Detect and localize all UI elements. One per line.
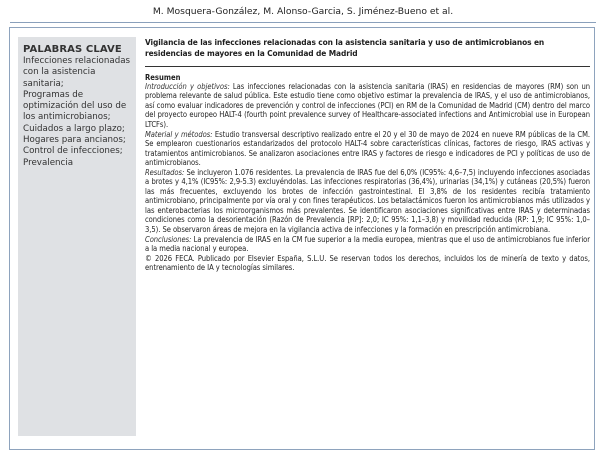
copyright-notice: © 2026 FECA. Publicado por Elsevier España, S.L.U. Se reservan todos los derechos, incluidos los de minería de texto y datos, entrenamiento de IA y tecnologías similares. (145, 253, 590, 273)
section-label: Conclusiones: (145, 234, 192, 244)
title-divider (145, 66, 590, 67)
keywords-list (23, 56, 131, 169)
section-text: La prevalencia de IRAS en la CM fue superior a la media europea, mientras que el uso de antimicrobianos fue inferior a la media nacional y europea. (145, 234, 590, 254)
section-label: Introducción y objetivos: (145, 81, 230, 91)
section-text: Se incluyeron 1.076 residentes. La prevalencia de IRAS fue del 6,0% (IC95%: 4,6–7,5) incluyendo infecciones asociadas a brotes y 4,1% (IC95%: 2,9-5.3) excluyéndolas. Las infecciones respiratorias (36,4%), urinarias (34,1%) y cutáneas (20,5%) fueron las más frecuentes, excluyendo los brotes de infección gastrointestinal. El 3,8% de los residentes recibía tratamiento antimicrobiano, principalmente por vía oral y con fines terapéuticos. Los betalactámicos fueron los antimicrobianos más utilizados y las enterobacterias los microorganismos más prevalentes. Se identificaron asociaciones significativas entre IRAS y determinadas condiciones como la desorientación (Razón de Prevalencia [RP]: 2,0; IC 95%: 1,1–3,8) y movilidad reducida (RP: 1,9; IC 95%: 1,0–3,5). Se observaron áreas de mejora en la vigilancia activa de infecciones y la formación en prescripción antimicrobiana. (145, 167, 590, 234)
keyword-item: Hogares para ancianos; (23, 135, 126, 146)
keyword-item: Prevalencia (23, 157, 74, 168)
article-title: Vigilancia de las infecciones relacionadas con la asistencia sanitaria y uso de antimicrobianos en residencias de mayores en la Comunidad de Madrid (145, 37, 545, 59)
keyword-item: Control de infecciones; (23, 146, 123, 157)
abstract-section-methods (145, 130, 590, 168)
abstract-body (145, 82, 590, 273)
section-text: Estudio transversal descriptivo realizado entre el 20 y el 30 de mayo de 2024 en nueve RM públicas de la CM. Se emplearon cuestionarios estandarizados del protocolo HALT-4 sobre características clínicas, factores de riesgo, IRAS activas y tratamientos antimicrobianos. Se analizaron asociaciones entre IRAS y factores de riesgo e indicadores de PCI y políticas de uso de antimicrobianos. (145, 129, 591, 168)
header-divider (10, 22, 596, 23)
keyword-item: Programas de optimización del uso de los antimicrobianos; (23, 89, 127, 123)
section-text: Las infecciones relacionadas con la asistencia sanitaria (IRAS) en residencias de mayores (RM) son un problema relevante de salud pública. Este estudio tiene como objetivo estimar la prevalencia de IRAS, y el uso de antimicrobianos, así como evaluar indicadores de prevención y control de infecciones (PCI) en RM de la Comunidad de Madrid (CM) dentro del marco del proyecto europeo HALT-4 (fourth point prevalence survey of Healthcare-associated infections and Antimicrobial use in European LTCFs). (145, 81, 590, 129)
keywords-title: PALABRAS CLAVE (23, 44, 122, 55)
abstract-column (145, 37, 590, 273)
keyword-item: Cuidados a largo plazo; (23, 123, 125, 134)
abstract-section-introduction (145, 82, 590, 130)
abstract-section-results (145, 168, 590, 235)
resumen-heading: Resumen (145, 72, 181, 82)
section-label: Resultados: (145, 167, 185, 177)
running-header-authors: M. Mosquera-González, M. Alonso-Garcia, S. Jiménez-Bueno et al. (152, 6, 454, 17)
keywords-panel (18, 37, 136, 436)
abstract-section-conclusions (145, 235, 590, 254)
section-label: Material y métodos: (145, 129, 213, 139)
keyword-item: Infecciones relacionadas con la asistencia sanitaria; (23, 56, 131, 89)
